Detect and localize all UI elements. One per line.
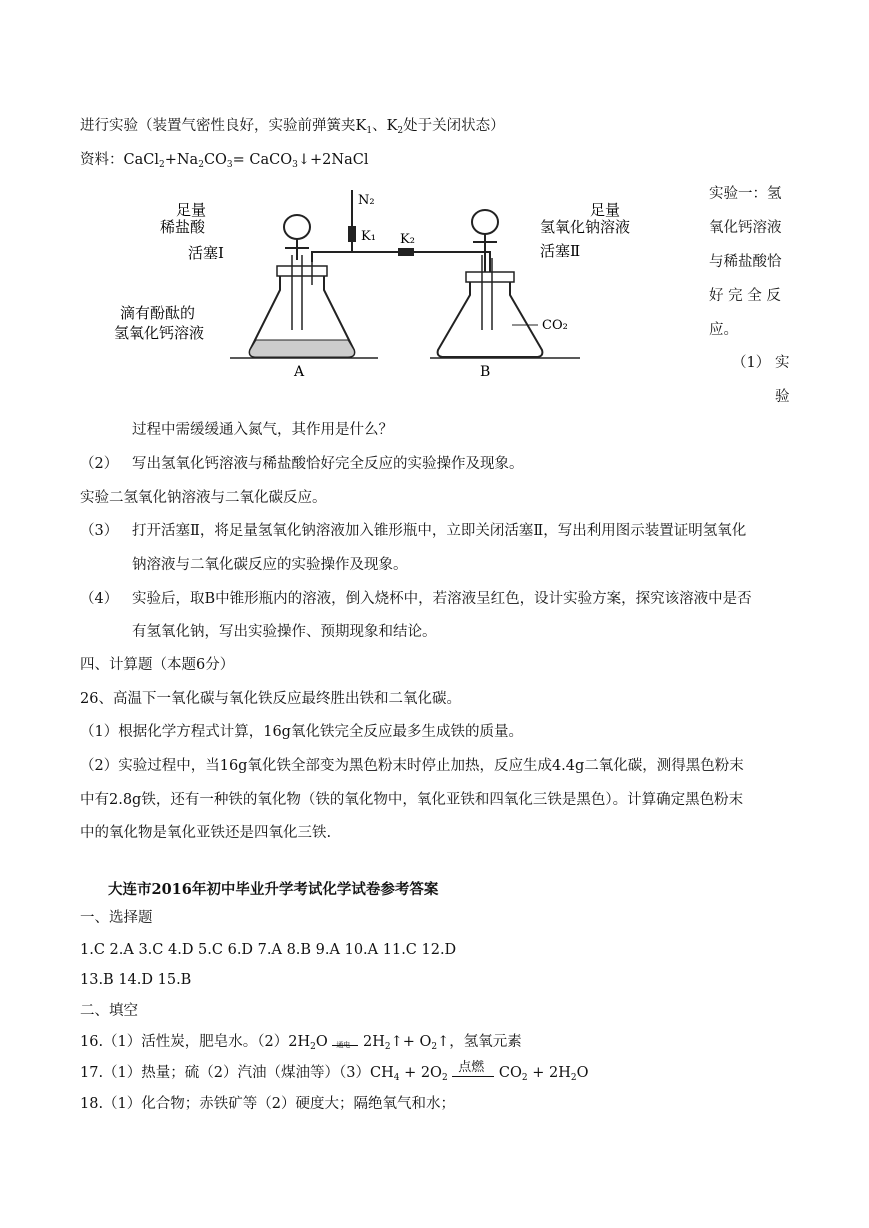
label-b: B (480, 364, 491, 380)
q1-text: 过程中需缓缓通入氮气，其作用是什么？ (132, 422, 393, 438)
sub: 2 (198, 160, 204, 170)
q3-number: （3） (80, 523, 119, 539)
label-co2: CO₂ (542, 318, 568, 333)
info-tail: ↓+2NaCl (297, 152, 369, 168)
flask-b (438, 210, 543, 357)
ignition-line (452, 1060, 494, 1077)
q2-number: （2） (80, 456, 119, 472)
a17-mid: + 2O (399, 1065, 442, 1081)
a17-o: O (576, 1065, 589, 1081)
connecting-tube (312, 252, 490, 280)
a17-end: + 2H (527, 1065, 571, 1081)
electrolysis-arrow (332, 1041, 358, 1049)
label-right-top2: 氢氧化钠溶液 (540, 218, 631, 236)
a16-end: ↑，氢氧元素 (437, 1034, 522, 1050)
apparatus-diagram (80, 180, 680, 380)
label-left-bottom1: 滴有酚酞的 (120, 304, 196, 322)
intro-text: 进行实验（装置气密性良好，实验前弹簧夹K (80, 118, 367, 134)
a16-up: ↑+ O (390, 1034, 432, 1050)
experiment-2: 实验二氢氧化钠溶液与二氧化碳反应。 (80, 490, 327, 506)
q4-text-1: 实验后，取B中锥形瓶内的溶液，倒入烧杯中，若溶液呈红色，设计实验方案，探究该溶液中是否 (132, 591, 752, 607)
answer-section-2: 二、填空 (80, 1003, 138, 1019)
sub: 2 (570, 1073, 577, 1083)
a16-o: O (315, 1034, 328, 1050)
sub: 2 (431, 1042, 438, 1052)
a17-condition: 点燃 (458, 1060, 485, 1075)
sub: 3 (292, 160, 298, 170)
q26-part2-line1: （2）实验过程中，当16g氧化铁全部变为黑色粉末时停止加热，反应生成4.4g二氧化碳，测得黑色粉末 (80, 758, 744, 774)
a16-mid: 2H (358, 1034, 385, 1050)
label-left-top2: 稀盐酸 (160, 218, 206, 236)
clip-k2 (398, 248, 414, 256)
answer-16 (80, 1032, 522, 1057)
label-k1: K₁ (361, 229, 376, 244)
side-text-2: 氧化钙溶液 (709, 220, 782, 236)
answer-section-1: 一、选择题 (80, 910, 153, 926)
q26-part2-line3: 中的氧化物是氧化亚铁还是四氧化三铁. (80, 825, 332, 841)
a17-pre: 17.（1）热量；硫（2）汽油（煤油等）（3）CH (80, 1065, 394, 1081)
info-line (80, 150, 368, 175)
sub: 2 (521, 1073, 528, 1083)
info-co: CO (203, 152, 227, 168)
q1-text-a: 实 (775, 355, 790, 371)
intro-end: 处于关闭状态） (403, 118, 505, 134)
q26-part2-line2: 中有2.8g铁，还有一种铁的氧化物（铁的氧化物中，氧化亚铁和四氧化三铁是黑色）。计算确定黑色粉末 (80, 792, 744, 808)
flask-a (250, 215, 355, 357)
intro-line (80, 116, 505, 141)
k1-subscript: 1 (366, 126, 373, 136)
side-text-4: 好 完 全 反 (709, 288, 781, 304)
q1-number: （1） (732, 355, 771, 371)
section-4-heading: 四、计算题（本题6分） (80, 657, 235, 673)
side-text-1: 实验一：氢 (709, 186, 782, 202)
q1-text-b: 验 (775, 389, 790, 405)
q3-text-1: 打开活塞Ⅱ，将足量氢氧化钠溶液加入锥形瓶中，立即关闭活塞Ⅱ，写出利用图示装置证明氢氧化 (132, 523, 747, 539)
answer-row-2: 13.B 14.D 15.B (80, 972, 192, 988)
answer-17 (80, 1060, 589, 1088)
sub: 4 (393, 1073, 400, 1083)
sub: 2 (158, 160, 165, 170)
side-text-5: 应。 (709, 322, 738, 338)
q2-text: 写出氢氧化钙溶液与稀盐酸恰好完全反应的实验操作及现象。 (132, 456, 524, 472)
q4-number: （4） (80, 591, 119, 607)
sub: 2 (441, 1073, 448, 1083)
label-n2: N₂ (358, 193, 375, 208)
info-label: 资料：CaCl (80, 152, 159, 168)
q26-text: 26、高温下一氧化碳与氧化铁反应最终胜出铁和二氧化碳。 (80, 691, 461, 707)
info-mid: +Na (164, 152, 199, 168)
clip-k1 (348, 226, 356, 242)
info-end: = CaCO (232, 152, 293, 168)
q26-part1: （1）根据化学方程式计算，16g氧化铁完全反应最多生成铁的质量。 (80, 724, 523, 740)
sub: 3 (226, 160, 233, 170)
k2-subscript: 2 (397, 126, 404, 136)
a16-condition: 通电 (336, 1041, 351, 1049)
label-left-top1: 足量 (176, 201, 207, 219)
answer-title: 大连市2016年初中毕业升学考试化学试卷参考答案 (108, 881, 439, 898)
answer-18: 18.（1）化合物；赤铁矿等（2）硬度大；隔绝氧气和水； (80, 1096, 456, 1112)
sub: 2 (310, 1042, 316, 1052)
a16-pre: 16.（1）活性炭，肥皂水。（2）2H (80, 1034, 311, 1050)
intro-mid: 、K (372, 118, 398, 134)
q4-text-2: 有氢氧化钠，写出实验操作、预期现象和结论。 (132, 624, 437, 640)
label-left-bottom2: 氢氧化钙溶液 (114, 324, 205, 342)
label-a: A (294, 364, 305, 380)
label-stopcock-2: 活塞Ⅱ (540, 242, 581, 260)
label-stopcock-1: 活塞Ⅰ (188, 244, 224, 262)
sub: 2 (384, 1042, 391, 1052)
label-k2: K₂ (400, 232, 415, 247)
a17-co: CO (494, 1065, 522, 1081)
answer-row-1: 1.C 2.A 3.C 4.D 5.C 6.D 7.A 8.B 9.A 10.A 11.C 12.D (80, 942, 457, 958)
q3-text-2: 钠溶液与二氧化碳反应的实验操作及现象。 (132, 557, 408, 573)
side-text-3: 与稀盐酸恰 (709, 254, 782, 270)
label-right-top1: 足量 (590, 201, 621, 219)
